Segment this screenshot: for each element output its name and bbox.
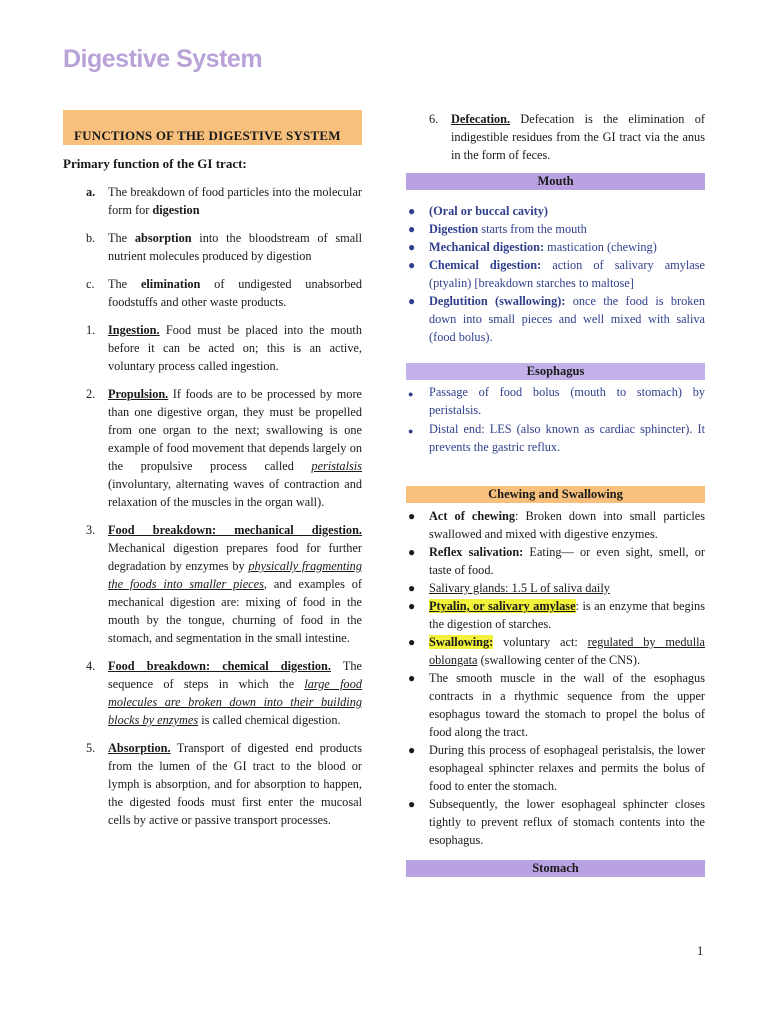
- list-item: [406, 238, 705, 256]
- list-item: [406, 741, 705, 795]
- highlighted-term: Swallowing:: [429, 635, 494, 649]
- item-bold: Deglutition (swallowing):: [429, 294, 566, 308]
- term: Propulsion.: [108, 387, 169, 401]
- function-ingestion: [63, 321, 362, 375]
- item-text: Transport of digested end products from the lumen of the GI tract to the blood or lymph is absorption, and for absorption to happen, the digested foods must first enter the mucosal cells by active or passive transport processes.: [108, 741, 362, 827]
- function-defecation: [406, 110, 705, 164]
- item-text: Salivary glands: 1.5 L of saliva daily: [429, 581, 610, 595]
- list-marker: c.: [86, 277, 95, 291]
- item-text: The: [108, 231, 135, 245]
- esophagus-header: Esophagus: [406, 363, 705, 380]
- item-italic: physically fragmenting the foods into smaller pieces: [108, 559, 362, 591]
- bullet-icon: ●: [408, 222, 416, 236]
- bullet-icon: ●: [408, 294, 416, 308]
- bullet-icon: ●: [408, 389, 414, 399]
- chewing-swallowing-header: Chewing and Swallowing: [406, 486, 705, 503]
- item-bold: (Oral or buccal cavity): [429, 204, 548, 218]
- list-item: [406, 202, 705, 220]
- function-propulsion: [63, 385, 362, 511]
- item-underlined: regulated by medulla oblongata: [429, 635, 705, 667]
- item-text: During this process of esophageal peristalsis, the lower esophageal sphincter relaxes and permits the bolus of food to enter the stomach.: [429, 743, 705, 793]
- list-item: [406, 383, 705, 419]
- left-column: [63, 110, 362, 829]
- item-text: mastication (chewing): [544, 240, 657, 254]
- item-text: The smooth muscle in the wall of the esophagus contracts in a rhythmic sequence from the upper esophagus toward the stomach to propel the bolus of food along the tract.: [429, 671, 705, 739]
- esophagus-list: [406, 383, 705, 456]
- list-marker: 1.: [86, 323, 96, 337]
- list-marker: 3.: [86, 523, 96, 537]
- item-text: The breakdown of food particles into the molecular form for: [108, 185, 362, 217]
- item-text: Defecation is the elimination of indigestible residues from the GI tract via the anus in the form of feces.: [451, 112, 705, 162]
- function-absorption: [63, 739, 362, 829]
- functions-header: FUNCTIONS OF THE DIGESTIVE SYSTEM: [63, 110, 362, 145]
- bullet-icon: ●: [408, 204, 416, 218]
- item-text: , and examples of mechanical digestion are: mixing of food in the mouth by the tongue, churning of food in the stomach, and segmentation in the small intestine.: [108, 577, 363, 645]
- item-text: (involuntary, alternating waves of contraction and relaxation of the muscles in the organ wall).: [108, 477, 362, 509]
- list-item: [406, 543, 705, 579]
- item-bold: digestion: [152, 203, 200, 217]
- mouth-header: Mouth: [406, 173, 705, 190]
- item-text: voluntary act:: [493, 635, 588, 649]
- item-text: Passage of food bolus (mouth to stomach) by peristalsis.: [429, 385, 705, 417]
- list-item: [406, 669, 705, 741]
- list-item-a: [63, 183, 362, 219]
- list-item: [406, 633, 705, 669]
- list-marker: 5.: [86, 741, 96, 755]
- bullet-icon: ●: [408, 509, 416, 523]
- item-text: (swallowing center of the CNS).: [477, 653, 641, 667]
- item-bold: absorption: [134, 231, 192, 245]
- bullet-icon: ●: [408, 240, 416, 254]
- item-text: Mechanical digestion prepares food for further degradation by enzymes by: [108, 541, 362, 573]
- page-title: Digestive System: [63, 45, 263, 73]
- list-marker: 6.: [429, 112, 439, 126]
- term: Food breakdown: mechanical digestion.: [108, 523, 362, 537]
- item-bold: Digestion: [429, 222, 479, 236]
- item-text: is called chemical digestion.: [198, 713, 341, 727]
- list-marker: 4.: [86, 659, 96, 673]
- bullet-icon: ●: [408, 635, 416, 649]
- bullet-icon: ●: [408, 581, 416, 595]
- item-text: of undigested unabsorbed foodstuffs and other waste products.: [108, 277, 362, 309]
- list-marker: a.: [86, 185, 96, 199]
- list-item-c: [63, 275, 362, 311]
- item-italic: peristalsis: [311, 459, 362, 473]
- item-text: : Broken down into small particles swallowed and mixed with digestive enzymes.: [429, 509, 705, 541]
- list-item: [406, 256, 705, 292]
- item-text: The sequence of steps in which the: [108, 659, 362, 691]
- primary-function-heading: Primary function of the GI tract:: [63, 156, 247, 171]
- term: Ingestion.: [108, 323, 160, 337]
- term: Absorption.: [108, 741, 171, 755]
- item-text: The: [108, 277, 141, 291]
- list-item: [406, 597, 705, 633]
- item-text: once the food is broken down into small pieces and well mixed with saliva (food bolus).: [429, 294, 705, 344]
- highlighted-term: Ptyalin, or salivary amylase: [429, 599, 576, 613]
- item-text: Subsequently, the lower esophageal sphincter closes tightly to prevent reflux of stomach contents into the esophagus.: [429, 797, 705, 847]
- item-text: : is an enzyme that begins the digestion of starches.: [429, 599, 705, 631]
- bullet-icon: ●: [408, 426, 414, 436]
- list-item-b: [63, 229, 362, 265]
- term: Food breakdown: chemical digestion.: [108, 659, 331, 673]
- item-italic: large food molecules are broken down into their building blocks by enzymes: [108, 677, 362, 727]
- item-text: If foods are to be processed by more than one digestive organ, they must be propelled from one organ to the next; swallowing is one example of food movement that depends largely on the propulsive process called: [108, 387, 362, 473]
- page-number: 1: [697, 944, 704, 958]
- function-mechanical-digestion: [63, 521, 362, 647]
- bullet-icon: ●: [408, 599, 416, 613]
- item-text: starts from the mouth: [478, 222, 587, 236]
- chewing-list: [406, 507, 705, 849]
- term: Defecation.: [451, 112, 511, 126]
- function-chemical-digestion: [63, 657, 362, 729]
- list-marker: 2.: [86, 387, 96, 401]
- bullet-icon: ●: [408, 545, 416, 559]
- item-bold: Mechanical digestion:: [429, 240, 545, 254]
- item-text: into the bloodstream of small nutrient molecules produced by digestion: [108, 231, 362, 263]
- stomach-header: Stomach: [406, 860, 705, 877]
- item-text: action of salivary amylase (ptyalin) [breakdown starches to maltose]: [429, 258, 705, 290]
- bullet-icon: ●: [408, 258, 416, 272]
- item-bold: Chemical digestion:: [429, 258, 542, 272]
- list-marker: b.: [86, 231, 96, 245]
- item-bold: elimination: [140, 277, 201, 291]
- list-item: [406, 292, 705, 346]
- list-item: [406, 507, 705, 543]
- list-item: [406, 220, 705, 238]
- mouth-list: [406, 202, 705, 346]
- item-text: Food must be placed into the mouth before it can be acted on; this is an active, voluntary process called ingestion.: [108, 323, 362, 373]
- item-text: Distal end: LES (also known as cardiac sphincter). It prevents the gastric reflux.: [429, 422, 705, 454]
- item-text: Eating— or even sight, smell, or taste of food.: [429, 545, 705, 577]
- bullet-icon: ●: [408, 671, 416, 685]
- bullet-icon: ●: [408, 743, 416, 757]
- right-column: [406, 110, 705, 877]
- list-item: [406, 795, 705, 849]
- list-item: [406, 579, 705, 597]
- item-bold: Act of chewing: [429, 509, 515, 523]
- bullet-icon: ●: [408, 797, 416, 811]
- list-item: [406, 420, 705, 456]
- item-bold: Reflex salivation:: [429, 545, 524, 559]
